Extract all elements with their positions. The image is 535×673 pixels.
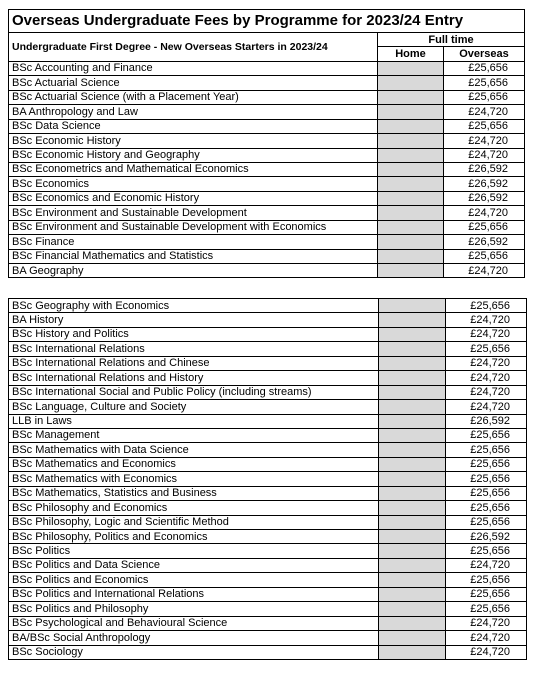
overseas-fee: £24,720 bbox=[444, 134, 525, 148]
home-fee-cell bbox=[378, 206, 444, 220]
overseas-fee: £25,656 bbox=[446, 443, 527, 457]
home-fee-cell bbox=[378, 90, 444, 104]
overseas-fee: £24,720 bbox=[446, 631, 527, 645]
home-fee-cell bbox=[379, 385, 446, 399]
table-row bbox=[9, 264, 525, 278]
home-fee-cell bbox=[378, 105, 444, 119]
table-row bbox=[9, 515, 527, 529]
programme-name: BSc International Social and Public Policy (including streams) bbox=[9, 385, 379, 399]
home-column-header: Home bbox=[378, 47, 444, 61]
home-fee-cell bbox=[378, 177, 444, 191]
header-row-1 bbox=[9, 33, 525, 47]
overseas-fee: £25,656 bbox=[446, 472, 527, 486]
home-fee-cell bbox=[378, 264, 444, 278]
programme-name: BSc Politics and Economics bbox=[9, 573, 379, 587]
home-fee-cell bbox=[379, 371, 446, 385]
programme-name: BSc Financial Mathematics and Statistics bbox=[9, 249, 378, 263]
overseas-fee: £25,656 bbox=[446, 501, 527, 515]
overseas-fee: £25,656 bbox=[446, 515, 527, 529]
overseas-fee: £25,656 bbox=[446, 299, 527, 313]
programme-name: BSc Actuarial Science (with a Placement Year) bbox=[9, 90, 378, 104]
table-row bbox=[9, 486, 527, 500]
overseas-fee: £25,656 bbox=[444, 61, 525, 75]
table-row bbox=[9, 313, 527, 327]
table-row bbox=[9, 76, 525, 90]
home-fee-cell bbox=[378, 76, 444, 90]
programme-name: BSc Finance bbox=[9, 235, 378, 249]
home-fee-cell bbox=[379, 313, 446, 327]
home-fee-cell bbox=[378, 148, 444, 162]
home-fee-cell bbox=[379, 558, 446, 572]
home-fee-cell bbox=[379, 645, 446, 659]
programme-name: BSc Economics and Economic History bbox=[9, 191, 378, 205]
programme-name: BSc Mathematics with Data Science bbox=[9, 443, 379, 457]
table-row bbox=[9, 206, 525, 220]
overseas-fee: £25,656 bbox=[446, 342, 527, 356]
overseas-fee: £24,720 bbox=[446, 400, 527, 414]
programme-name: BSc International Relations bbox=[9, 342, 379, 356]
home-fee-cell bbox=[379, 602, 446, 616]
programme-name: BSc Data Science bbox=[9, 119, 378, 133]
overseas-fee: £24,720 bbox=[446, 645, 527, 659]
table-row bbox=[9, 90, 525, 104]
programme-name: BSc Environment and Sustainable Development with Economics bbox=[9, 220, 378, 234]
overseas-fee: £25,656 bbox=[446, 587, 527, 601]
table-row bbox=[9, 573, 527, 587]
table-row bbox=[9, 356, 527, 370]
table-row bbox=[9, 501, 527, 515]
programme-name: BSc Economic History bbox=[9, 134, 378, 148]
overseas-fee: £26,592 bbox=[444, 191, 525, 205]
table-row bbox=[9, 220, 525, 234]
overseas-fee: £25,656 bbox=[446, 486, 527, 500]
table-row bbox=[9, 414, 527, 428]
home-fee-cell bbox=[379, 327, 446, 341]
programme-name: BSc Politics and International Relations bbox=[9, 587, 379, 601]
overseas-fee: £24,720 bbox=[444, 105, 525, 119]
overseas-fee: £24,720 bbox=[444, 264, 525, 278]
home-fee-cell bbox=[379, 587, 446, 601]
table-subtitle: Undergraduate First Degree - New Overseas Starters in 2023/24 bbox=[9, 33, 378, 62]
overseas-fee: £24,720 bbox=[446, 371, 527, 385]
overseas-fee: £24,720 bbox=[446, 616, 527, 630]
full-time-header: Full time bbox=[378, 33, 525, 47]
table-row bbox=[9, 645, 527, 659]
home-fee-cell bbox=[378, 249, 444, 263]
home-fee-cell bbox=[379, 501, 446, 515]
overseas-fee: £26,592 bbox=[446, 414, 527, 428]
title-row bbox=[9, 10, 525, 33]
programme-name: BSc International Relations and History bbox=[9, 371, 379, 385]
table-row bbox=[9, 558, 527, 572]
overseas-fee: £25,656 bbox=[446, 457, 527, 471]
programme-name: BSc Economic History and Geography bbox=[9, 148, 378, 162]
programme-name: BSc Philosophy, Logic and Scientific Method bbox=[9, 515, 379, 529]
table-row bbox=[9, 327, 527, 341]
home-fee-cell bbox=[379, 616, 446, 630]
home-fee-cell bbox=[379, 515, 446, 529]
home-fee-cell bbox=[378, 134, 444, 148]
home-fee-cell bbox=[379, 573, 446, 587]
home-fee-cell bbox=[379, 472, 446, 486]
overseas-fee: £24,720 bbox=[446, 385, 527, 399]
table-row bbox=[9, 61, 525, 75]
table-row bbox=[9, 235, 525, 249]
table-row bbox=[9, 299, 527, 313]
programme-name: BSc Actuarial Science bbox=[9, 76, 378, 90]
programme-name: BSc International Relations and Chinese bbox=[9, 356, 379, 370]
programme-name: BSc Geography with Economics bbox=[9, 299, 379, 313]
home-fee-cell bbox=[379, 299, 446, 313]
fees-table-part-2 bbox=[8, 298, 527, 660]
overseas-fee: £24,720 bbox=[446, 558, 527, 572]
home-fee-cell bbox=[379, 428, 446, 442]
table-row bbox=[9, 385, 527, 399]
table-row bbox=[9, 134, 525, 148]
home-fee-cell bbox=[378, 119, 444, 133]
programme-name: BSc Mathematics with Economics bbox=[9, 472, 379, 486]
home-fee-cell bbox=[378, 191, 444, 205]
home-fee-cell bbox=[379, 457, 446, 471]
table-row bbox=[9, 428, 527, 442]
table-row bbox=[9, 400, 527, 414]
programme-name: BA History bbox=[9, 313, 379, 327]
overseas-fee: £24,720 bbox=[444, 206, 525, 220]
home-fee-cell bbox=[379, 486, 446, 500]
home-fee-cell bbox=[378, 61, 444, 75]
table-row bbox=[9, 616, 527, 630]
overseas-fee: £26,592 bbox=[444, 177, 525, 191]
table-row bbox=[9, 162, 525, 176]
programme-name: BSc Language, Culture and Society bbox=[9, 400, 379, 414]
table-row bbox=[9, 177, 525, 191]
home-fee-cell bbox=[379, 342, 446, 356]
home-fee-cell bbox=[379, 443, 446, 457]
overseas-fee: £25,656 bbox=[444, 76, 525, 90]
programme-name: BSc Econometrics and Mathematical Economics bbox=[9, 162, 378, 176]
programme-name: BSc Mathematics and Economics bbox=[9, 457, 379, 471]
home-fee-cell bbox=[379, 356, 446, 370]
table-row bbox=[9, 443, 527, 457]
overseas-fee: £25,656 bbox=[444, 220, 525, 234]
table-row bbox=[9, 472, 527, 486]
table-row bbox=[9, 191, 525, 205]
programme-name: BSc Management bbox=[9, 428, 379, 442]
table-row bbox=[9, 631, 527, 645]
home-fee-cell bbox=[379, 631, 446, 645]
page-title: Overseas Undergraduate Fees by Programme for 2023/24 Entry bbox=[9, 10, 525, 33]
overseas-fee: £24,720 bbox=[444, 148, 525, 162]
table-row bbox=[9, 544, 527, 558]
programme-name: BSc Politics bbox=[9, 544, 379, 558]
programme-name: BSc Politics and Data Science bbox=[9, 558, 379, 572]
table-row bbox=[9, 457, 527, 471]
home-fee-cell bbox=[378, 220, 444, 234]
programme-name: BSc Sociology bbox=[9, 645, 379, 659]
home-fee-cell bbox=[379, 544, 446, 558]
table-row bbox=[9, 249, 525, 263]
programme-name: BSc Psychological and Behavioural Science bbox=[9, 616, 379, 630]
overseas-fee: £25,656 bbox=[446, 544, 527, 558]
home-fee-cell bbox=[379, 530, 446, 544]
overseas-fee: £25,656 bbox=[444, 119, 525, 133]
programme-name: BSc Economics bbox=[9, 177, 378, 191]
programme-name: BA Anthropology and Law bbox=[9, 105, 378, 119]
table-row bbox=[9, 371, 527, 385]
overseas-fee: £26,592 bbox=[444, 235, 525, 249]
home-fee-cell bbox=[379, 400, 446, 414]
overseas-fee: £25,656 bbox=[444, 90, 525, 104]
table-row bbox=[9, 119, 525, 133]
programme-name: BSc Philosophy, Politics and Economics bbox=[9, 530, 379, 544]
fees-table-part-1 bbox=[8, 9, 525, 278]
programme-name: BSc Mathematics, Statistics and Business bbox=[9, 486, 379, 500]
programme-name: BSc History and Politics bbox=[9, 327, 379, 341]
programme-name: BSc Environment and Sustainable Development bbox=[9, 206, 378, 220]
table-row bbox=[9, 148, 525, 162]
programme-name: BSc Accounting and Finance bbox=[9, 61, 378, 75]
overseas-fee: £25,656 bbox=[446, 428, 527, 442]
programme-name: BA Geography bbox=[9, 264, 378, 278]
programme-name: BSc Philosophy and Economics bbox=[9, 501, 379, 515]
home-fee-cell bbox=[378, 162, 444, 176]
overseas-fee: £24,720 bbox=[446, 327, 527, 341]
home-fee-cell bbox=[379, 414, 446, 428]
overseas-fee: £26,592 bbox=[446, 530, 527, 544]
table-row bbox=[9, 530, 527, 544]
overseas-fee: £25,656 bbox=[446, 602, 527, 616]
table-row bbox=[9, 602, 527, 616]
overseas-fee: £25,656 bbox=[444, 249, 525, 263]
overseas-fee: £24,720 bbox=[446, 356, 527, 370]
overseas-column-header: Overseas bbox=[444, 47, 525, 61]
table-row bbox=[9, 342, 527, 356]
programme-name: LLB in Laws bbox=[9, 414, 379, 428]
home-fee-cell bbox=[378, 235, 444, 249]
programme-name: BSc Politics and Philosophy bbox=[9, 602, 379, 616]
overseas-fee: £25,656 bbox=[446, 573, 527, 587]
overseas-fee: £24,720 bbox=[446, 313, 527, 327]
table-row bbox=[9, 105, 525, 119]
overseas-fee: £26,592 bbox=[444, 162, 525, 176]
programme-name: BA/BSc Social Anthropology bbox=[9, 631, 379, 645]
table-row bbox=[9, 587, 527, 601]
